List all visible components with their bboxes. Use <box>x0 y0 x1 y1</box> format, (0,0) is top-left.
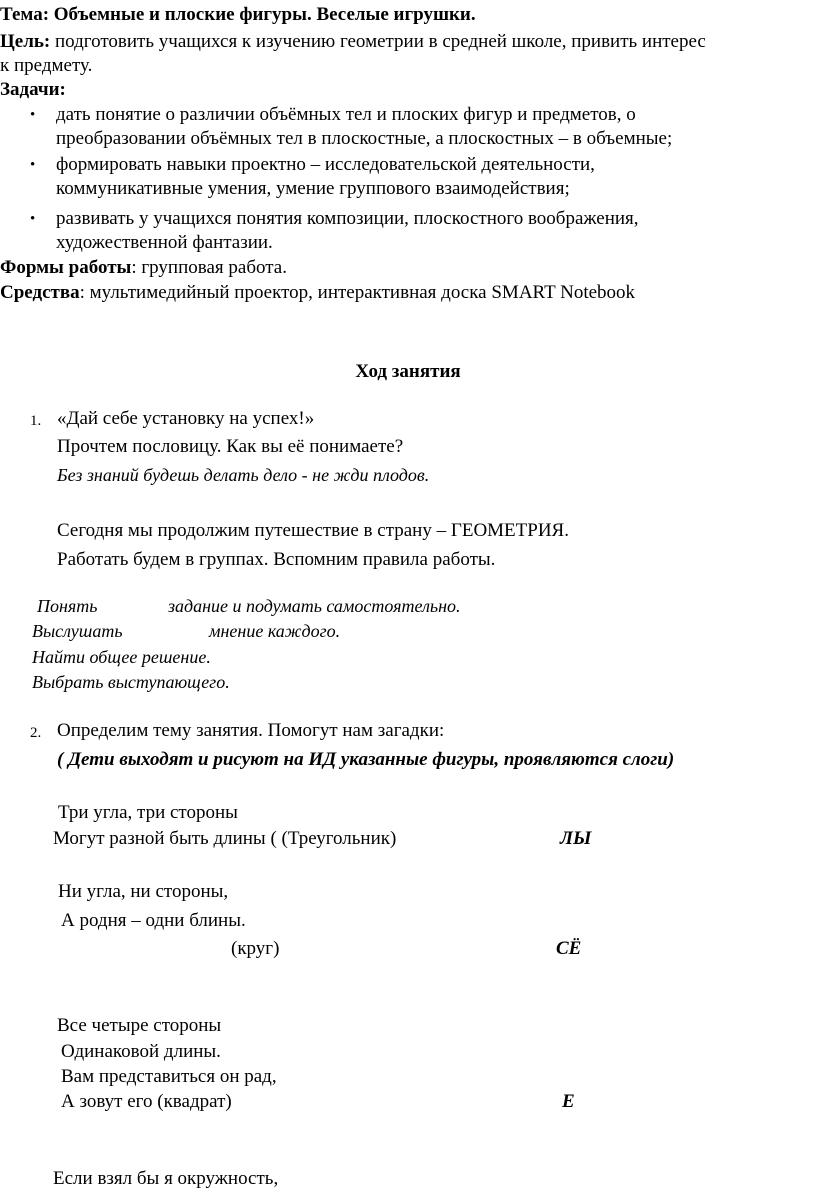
goal-line <box>0 30 706 54</box>
tasks-label: Задачи: <box>0 79 66 100</box>
forms-label: Формы работы <box>0 257 132 278</box>
means-text: : мультимедийный проектор, интерактивная доска SMART Notebook <box>79 282 636 303</box>
task-1-line-1: дать понятие о различии объёмных тел и плоских фигур и предметов, о <box>56 104 636 125</box>
task-1-line-2: преобразовании объёмных тел в плоскостные, а плоскостных – в объемные; <box>56 128 673 149</box>
rule-1-a: Понять <box>37 596 98 616</box>
riddle-3-line-2: Одинаковой длины. <box>61 1041 221 1062</box>
rule-2-a: Выслушать <box>32 621 123 641</box>
rule-1-b: задание и подумать самостоятельно. <box>168 596 461 616</box>
bullet-icon: • <box>30 107 36 123</box>
step-1-line-2: Прочтем пословицу. Как вы её понимаете? <box>57 436 404 457</box>
riddle-3-line-1: Все четыре стороны <box>57 1015 222 1036</box>
bullet-icon: • <box>30 157 36 173</box>
riddle-1-syllable: ЛЫ <box>560 828 592 849</box>
riddle-2-syllable: СЁ <box>556 938 582 959</box>
topic-label: Тема: <box>0 4 50 25</box>
step-2-number: 2. <box>30 725 42 741</box>
step-2-line-1: Определим тему занятия. Помогут нам загадки: <box>57 720 445 741</box>
rule-2-b: мнение каждого. <box>209 621 341 641</box>
goal-label: Цель: <box>0 31 51 52</box>
step-1-line-1: «Дай себе установку на успех!» <box>57 408 315 429</box>
riddle-3-line-3: Вам представиться он рад, <box>61 1066 277 1087</box>
task-3-line-2: художественной фантазии. <box>56 232 273 253</box>
means-line <box>0 281 635 305</box>
rule-4: Выбрать выступающего. <box>32 672 230 692</box>
proverb: Без знаний будешь делать дело - не жди плодов. <box>57 465 430 485</box>
topic-line <box>0 3 476 27</box>
riddle-4-line-1: Если взял бы я окружность, <box>53 1168 279 1189</box>
forms-line <box>0 256 287 280</box>
task-2-line-2: коммуникативные умения, умение группового взаимодействия; <box>56 178 570 199</box>
riddle-2-line-2: А родня – одни блины. <box>61 910 246 931</box>
riddle-1-line-2: Могут разной быть длины ( (Треугольник) <box>53 828 397 849</box>
rule-3: Найти общее решение. <box>32 647 211 667</box>
riddle-1-line-1: Три угла, три стороны <box>58 802 238 823</box>
bullet-icon: • <box>30 211 36 227</box>
means-label: Средства <box>0 282 80 303</box>
topic-text: Объемные и плоские фигуры. Веселые игрушки. <box>49 4 476 25</box>
step-1-line-4: Работать будем в группах. Вспомним правила работы. <box>57 549 496 570</box>
task-3-line-1: развивать у учащихся понятия композиции, плоскостного воображения, <box>56 208 639 229</box>
goal-text-1: подготовить учащихся к изучению геометрии в средней школе, привить интерес <box>50 31 706 52</box>
step-2-note: ( Дети выходят и рисуют на ИД указанные фигуры, проявляются слоги) <box>57 749 675 770</box>
riddle-2-line-1: Ни угла, ни стороны, <box>58 881 229 902</box>
riddle-3-syllable: Е <box>562 1091 575 1112</box>
step-1-number: 1. <box>30 413 42 429</box>
task-2-line-1: формировать навыки проектно – исследовательской деятельности, <box>56 154 595 175</box>
forms-text: : групповая работа. <box>131 257 287 278</box>
lesson-title: Ход занятия <box>355 361 461 382</box>
step-1-line-3: Сегодня мы продолжим путешествие в страну – ГЕОМЕТРИЯ. <box>57 520 569 541</box>
riddle-3-line-4: А зовут его (квадрат) <box>61 1091 232 1112</box>
goal-text-2: к предмету. <box>0 55 93 76</box>
riddle-2-line-3: (круг) <box>231 938 280 959</box>
